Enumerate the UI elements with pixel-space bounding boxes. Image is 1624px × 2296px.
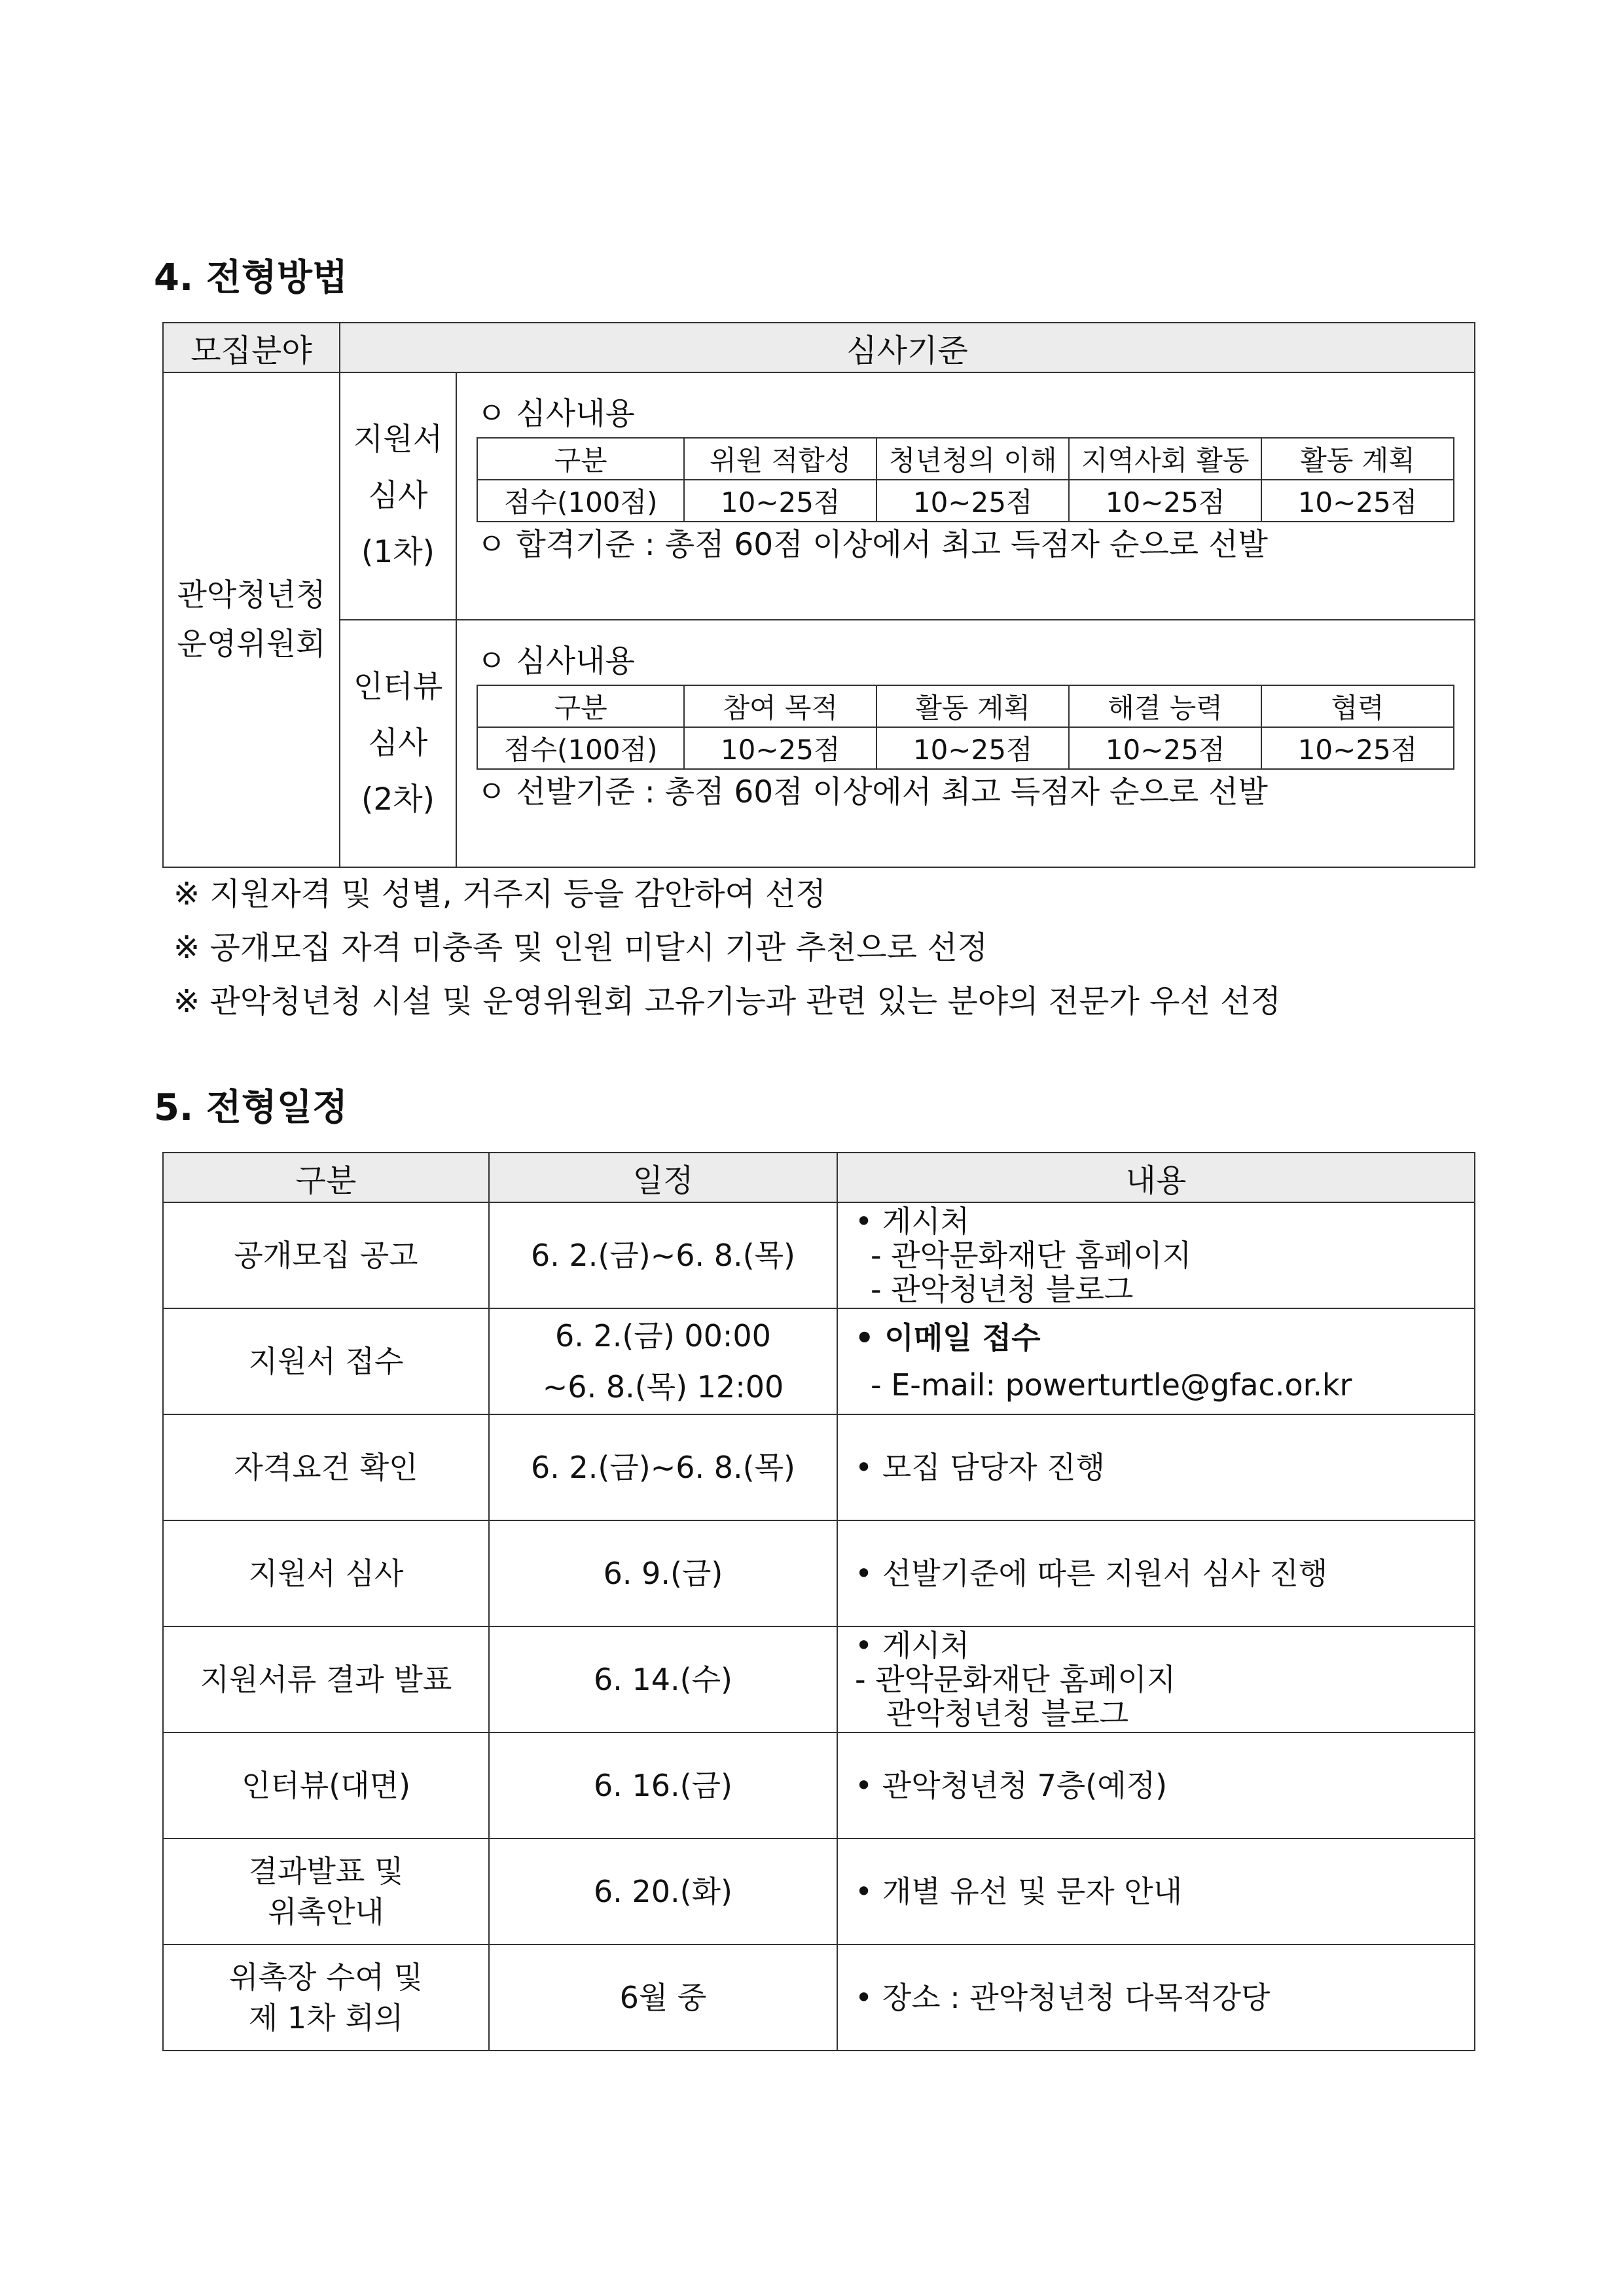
recruit-field: 관악청년청 운영위원회: [163, 372, 340, 867]
schedule-content: [837, 1520, 1475, 1626]
content-line: • 개별 유선 및 문자 안내: [855, 1874, 1183, 1909]
table-row: [163, 1732, 1475, 1839]
stage2-header-cell: 참여 목적: [684, 685, 876, 727]
content-line: • 선발기준에 따른 지원서 심사 진행: [855, 1556, 1328, 1591]
note-item: ※ 관악청년청 시설 및 운영위원회 고유기능과 관련 있는 분야의 전문가 우선 선정: [173, 983, 1281, 1020]
schedule-content: [837, 1732, 1475, 1839]
schedule-content: [837, 1202, 1475, 1308]
table-row: [163, 1414, 1475, 1520]
stage1-name: 지원서 심사 (1차): [340, 372, 456, 620]
table-row: [163, 1202, 1475, 1308]
content-line: • 관악청년청 7층(예정): [855, 1768, 1168, 1803]
stage1-pass-criteria: ㅇ 합격기준 : 총점 60점 이상에서 최고 득점자 순으로 선발: [477, 527, 1268, 563]
stage2-header-cell: 협력: [1261, 685, 1454, 727]
table-row: [163, 1839, 1475, 1945]
stage2-content-label: ㅇ 심사내용: [477, 643, 635, 679]
stage1-score-cell: 10~25점: [684, 480, 876, 522]
email-address: - E-mail: powerturtle@gfac.or.kr: [871, 1367, 1352, 1403]
content-line: • 장소 : 관악청년청 다목적강당: [855, 1980, 1271, 2015]
stage1-header-cell: 위원 적합성: [684, 438, 876, 480]
schedule-date: 6. 16.(금): [489, 1732, 837, 1839]
stage2-header-cell: 활동 계획: [876, 685, 1069, 727]
stage2-header-cell: 해결 능력: [1069, 685, 1261, 727]
col-category-header: 구분: [163, 1153, 489, 1202]
schedule-content: [837, 1945, 1475, 2051]
content-line: • 게시처: [855, 1204, 970, 1239]
schedule-date: 6. 20.(화): [489, 1839, 837, 1945]
stage2-header-cell: 구분: [477, 685, 684, 727]
selection-method-table: [162, 322, 1475, 868]
schedule-date: 6. 9.(금): [489, 1520, 837, 1626]
col-content-header: 내용: [837, 1153, 1475, 1202]
notes: [173, 867, 1281, 1028]
table-row: [163, 1626, 1475, 1732]
schedule-category: 지원서 접수: [163, 1308, 489, 1414]
stage1-score-cell: 10~25점: [1261, 480, 1454, 522]
stage1-header-cell: 구분: [477, 438, 684, 480]
stage1-content: [456, 372, 1475, 620]
schedule-table: [162, 1152, 1475, 2051]
schedule-date: 6. 2.(금)~6. 8.(목): [489, 1414, 837, 1520]
table-row: [163, 1945, 1475, 2051]
schedule-date: 6. 14.(수): [489, 1626, 837, 1732]
schedule-category: 결과발표 및 위촉안내: [163, 1839, 489, 1945]
col-field-header: 모집분야: [163, 323, 340, 372]
content-line: 관악청년청 블로그: [886, 1696, 1129, 1731]
note-item: ※ 지원자격 및 성별, 거주지 등을 감안하여 선정: [173, 876, 826, 912]
stage2-selection-criteria: ㅇ 선발기준 : 총점 60점 이상에서 최고 득점자 순으로 선발: [477, 774, 1268, 810]
stage2-content: [456, 620, 1475, 867]
content-line: - 관악문화재단 홈페이지: [855, 1662, 1176, 1697]
stage2-score-cell: 10~25점: [876, 727, 1069, 769]
content-line: - 관악청년청 블로그: [871, 1272, 1134, 1307]
schedule-content: [837, 1839, 1475, 1945]
stage1-header-cell: 청년청의 이해: [876, 438, 1069, 480]
content-line: • 이메일 접수: [855, 1320, 1041, 1355]
stage1-header-cell: 지역사회 활동: [1069, 438, 1261, 480]
stage2-score-cell: 10~25점: [684, 727, 876, 769]
schedule-category: 자격요건 확인: [163, 1414, 489, 1520]
schedule-date: 6. 2.(금)~6. 8.(목): [489, 1202, 837, 1308]
col-date-header: 일정: [489, 1153, 837, 1202]
stage2-score-cell: 점수(100점): [477, 727, 684, 769]
stage2-name: 인터뷰 심사 (2차): [340, 620, 456, 867]
content-line: • 게시처: [855, 1628, 970, 1663]
section5-heading: 5. 전형일정: [154, 1086, 348, 1129]
stage1-score-table: [477, 437, 1454, 522]
col-criteria-header: 심사기준: [340, 323, 1475, 372]
schedule-category: 인터뷰(대면): [163, 1732, 489, 1839]
schedule-category: 위촉장 수여 및 제 1차 회의: [163, 1945, 489, 2051]
stage1-score-cell: 점수(100점): [477, 480, 684, 522]
schedule-content: [837, 1626, 1475, 1732]
schedule-date: 6월 중: [489, 1945, 837, 2051]
content-line: - 관악문화재단 홈페이지: [871, 1238, 1192, 1273]
schedule-category: 지원서 심사: [163, 1520, 489, 1626]
stage2-score-table: [477, 685, 1454, 770]
schedule-category: 공개모집 공고: [163, 1202, 489, 1308]
stage1-header-cell: 활동 계획: [1261, 438, 1454, 480]
schedule-date: 6. 2.(금) 00:00 ~6. 8.(목) 12:00: [489, 1308, 837, 1414]
content-line: • 모집 담당자 진행: [855, 1450, 1106, 1485]
stage1-content-label: ㅇ 심사내용: [477, 396, 635, 432]
stage2-score-cell: 10~25점: [1261, 727, 1454, 769]
table-row: [163, 1520, 1475, 1626]
stage2-score-cell: 10~25점: [1069, 727, 1261, 769]
table-row: [163, 1308, 1475, 1414]
schedule-content: [837, 1308, 1475, 1414]
stage1-score-cell: 10~25점: [1069, 480, 1261, 522]
schedule-category: 지원서류 결과 발표: [163, 1626, 489, 1732]
note-item: ※ 공개모집 자격 미충족 및 인원 미달시 기관 추천으로 선정: [173, 929, 988, 966]
schedule-content: [837, 1414, 1475, 1520]
stage1-score-cell: 10~25점: [876, 480, 1069, 522]
section4-heading: 4. 전형방법: [154, 257, 348, 299]
